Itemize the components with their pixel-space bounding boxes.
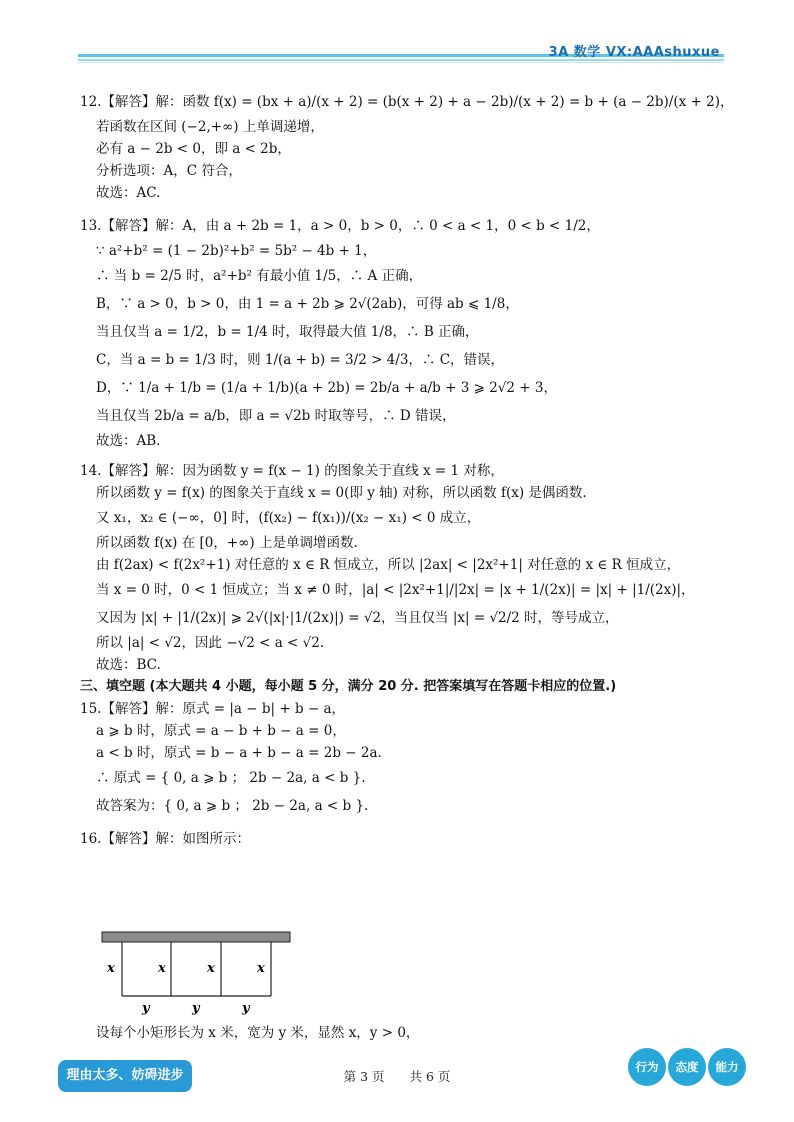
q16-continued	[80, 1022, 720, 1044]
q14-line-4: 所以函数 f(x) 在 [0，+∞) 上是单调增函数.	[96, 535, 358, 551]
x-label-4: x	[257, 961, 265, 976]
q14-line-6: 当 x = 0 时，0 < 1 恒成立；当 x ≠ 0 时，|a| < |2x²+1|/|2x| = |x + 1/(2x)| = |x| + |1/(2x)|，	[96, 582, 695, 598]
header-brand: 3A 数学 VX:AAAshuxue	[548, 45, 720, 60]
q15-line-2: a ⩾ b 时，原式 = a − b + b − a = 0，	[96, 723, 346, 739]
q16-line-2: 设每个小矩形长为 x 米，宽为 y 米，显然 x，y > 0，	[96, 1025, 420, 1041]
q13-line-6: C，当 a = b = 1/3 时，则 1/(a + b) = 3/2 > 4/3，∴ C，错误，	[96, 352, 505, 368]
slogan-badge: 理由太多、妨碍进步	[58, 1060, 192, 1092]
q15-line-3: a < b 时，原式 = b − a + b − a = 2b − 2a.	[96, 745, 382, 761]
q14-answer: 故选：BC.	[96, 657, 161, 673]
badge-behavior: 行为	[628, 1048, 666, 1086]
page-number: 第 3 页 共 6 页	[343, 1069, 451, 1084]
q12-line-1: 12.【解答】解：函数 f(x) = (bx + a)/(x + 2) = (b(x + 2) + a − 2b)/(x + 2) = b + (a − 2b)/(x + 2)，	[80, 94, 734, 110]
section-heading-fill-blank: 三、填空题 (本大题共 4 小题，每小题 5 分，满分 20 分. 把答案填写在答题卡相应的位置.)	[80, 679, 617, 694]
q13-line-4: B，∵ a > 0，b > 0，由 1 = a + 2b ⩾ 2√(2ab)，可得 ab ⩽ 1/8，	[96, 296, 519, 312]
q14-line-2: 所以函数 y = f(x) 的图象关于直线 x = 0(即 y 轴) 对称，所以函数 f(x) 是偶函数.	[96, 485, 587, 501]
q13-line-1: 13.【解答】解：A，由 a + 2b = 1，a > 0，b > 0，∴ 0 < a < 1，0 < b < 1/2，	[80, 218, 600, 234]
q14-line-5: 由 f(2ax) < f(2x²+1) 对任意的 x ∈ R 恒成立，所以 |2ax| < |2x²+1| 对任意的 x ∈ R 恒成立，	[96, 557, 681, 573]
rectangle-diagram	[100, 930, 300, 1020]
q12-line-3: 必有 a − 2b < 0，即 a < 2b，	[96, 141, 291, 157]
q15-line-1: 15.【解答】解：原式 = |a − b| + b − a，	[80, 701, 346, 717]
badge-ability: 能力	[708, 1048, 746, 1086]
q13-line-7: D，∵ 1/a + 1/b = (1/a + 1/b)(a + 2b) = 2b/a + a/b + 3 ⩾ 2√2 + 3，	[96, 380, 557, 396]
q13-line-8: 当且仅当 2b/a = a/b，即 a = √2b 时取等号，∴ D 错误，	[96, 408, 456, 424]
q13-answer: 故选：AB.	[96, 433, 161, 449]
q14-line-7: 又因为 |x| + |1/(2x)| ⩾ 2√(|x|·|1/(2x)|) = √2，当且仅当 |x| = √2/2 时，等号成立，	[96, 610, 619, 626]
q15-line-4: ∴ 原式 = { 0, a ⩾ b ； 2b − 2a, a < b }.	[96, 770, 366, 786]
solution-content	[80, 88, 734, 850]
x-label-3: x	[207, 961, 215, 976]
q13-line-2: ∵ a²+b² = (1 − 2b)²+b² = 5b² − 4b + 1，	[96, 243, 377, 259]
q12-line-4: 分析选项：A，C 符合，	[96, 163, 242, 179]
wall-bar	[102, 932, 290, 942]
badge-attitude: 态度	[668, 1048, 706, 1086]
y-label-2: y	[192, 1001, 200, 1016]
q16-line-1: 16.【解答】解：如图所示：	[80, 831, 250, 847]
x-label-2: x	[158, 961, 166, 976]
q14-line-1: 14.【解答】解：因为函数 y = f(x − 1) 的图象关于直线 x = 1 对称，	[80, 463, 504, 479]
q13-line-3: ∴ 当 b = 2/5 时，a²+b² 有最小值 1/5，∴ A 正确，	[96, 268, 423, 284]
q14-line-8: 所以 |a| < √2，因此 −√2 < a < √2.	[96, 635, 325, 651]
q14-line-3: 又 x₁，x₂ ∈ (−∞，0] 时，(f(x₂) − f(x₁))/(x₂ − x₁) < 0 成立，	[96, 510, 481, 526]
q13-line-5: 当且仅当 a = 1/2，b = 1/4 时，取得最大值 1/8，∴ B 正确，	[96, 324, 479, 340]
footer-badges	[628, 1048, 746, 1086]
y-label-1: y	[142, 1001, 150, 1016]
x-label-1: x	[107, 961, 115, 976]
y-label-3: y	[242, 1001, 250, 1016]
q12-line-2: 若函数在区间 (−2,+∞) 上单调递增，	[96, 119, 324, 135]
q15-answer: 故答案为：{ 0, a ⩾ b ； 2b − 2a, a < b }.	[96, 798, 369, 814]
q12-answer: 故选：AC.	[96, 185, 161, 201]
